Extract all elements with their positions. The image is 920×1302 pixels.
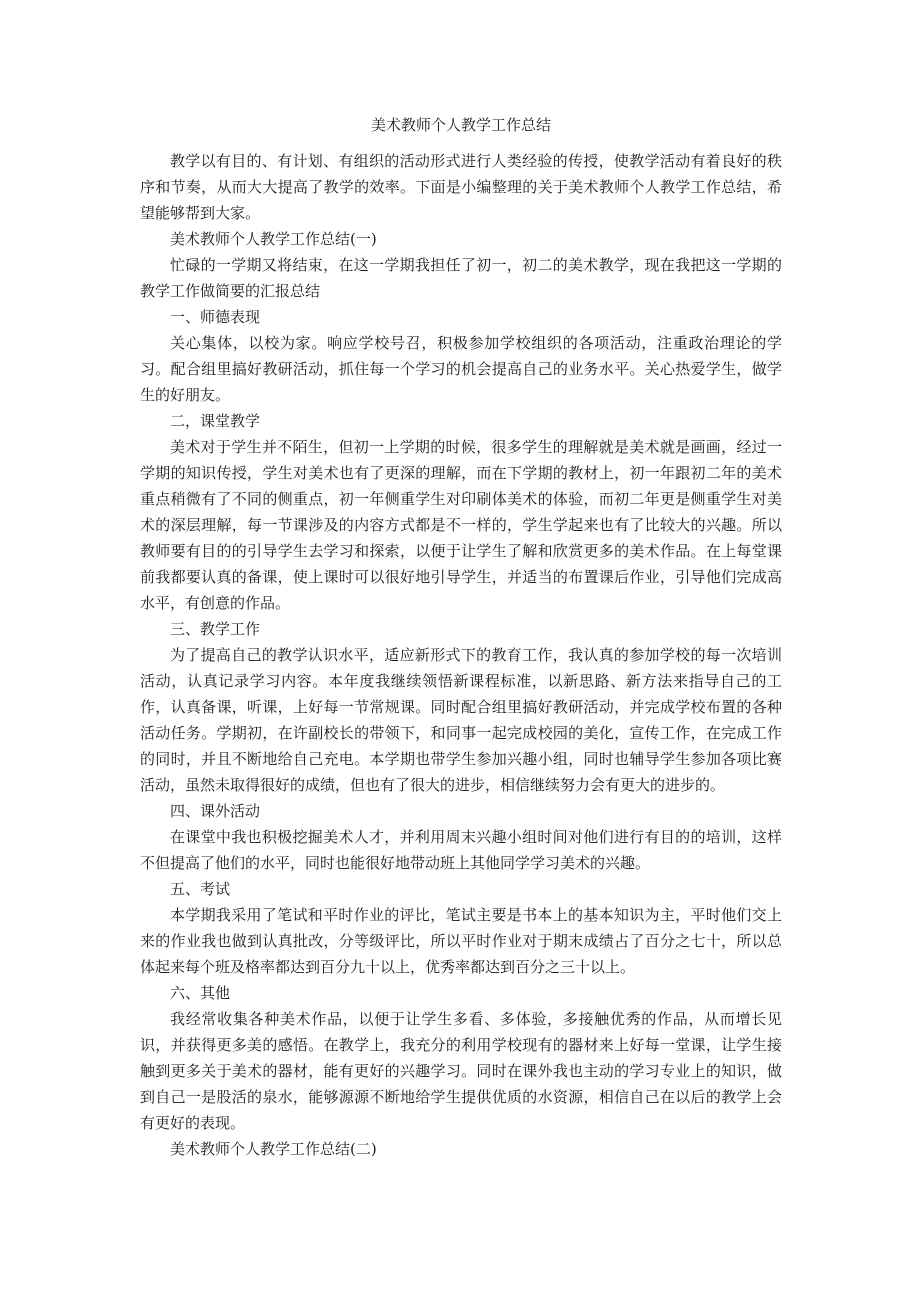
section-heading-extracurricular: 四、课外活动 [170,802,261,820]
section-body-extracurricular: 在课堂中我也积极挖掘美术人才，并利用周末兴趣小组时间对他们进行有目的的培训，这样不但提高了他们的水平，同时也能很好地带动班上其他同学学习美术的兴趣。 [140,828,782,872]
section-body-classroom: 美术对于学生并不陌生，但初一上学期的时候，很多学生的理解就是美术就是画画，经过一学期的知识传授，学生对美术也有了更深的理解，而在下学期的教材上，初一年跟初二年的美术重点稍微有了不同的侧重点，初一年侧重学生对印刷体美术的体验，而初二年更是侧重学生对美术的深层理解，每一节课涉及的内容方式都是不一样的，学生学起来也有了比较大的兴趣。所以教师要有目的的引导学生去学习和探索，以便于让学生了解和欣赏更多的美术作品。在上每堂课前我都要认真的备课，使上课时可以很好地引导学生，并适当的布置课后作业，引导他们完成高水平，有创意的作品。 [140,438,782,612]
section-body-other: 我经常收集各种美术作品，以便于让学生多看、多体验，多接触优秀的作品，从而增长见识，并获得更多美的感悟。在教学上，我充分的利用学校现有的器材来上好每一堂课，让学生接触到更多关于美术的器材，能有更好的兴趣学习。同时在课外我也主动的学习专业上的知识，做到自己一是股活的泉水，能够源源不断地给学生提供优质的水资源，相信自己在以后的教学上会有更好的表现。 [140,1010,782,1132]
section-body-exams: 本学期我采用了笔试和平时作业的评比，笔试主要是书本上的基本知识为主，平时他们交上来的作业我也做到认真批改，分等级评比，所以平时作业对于期末成绩占了百分之七十，所以总体起来每个班及格率都达到百分九十以上，优秀率都达到百分之三十以上。 [140,906,782,976]
part-one-intro: 忙碌的一学期又将结束，在这一学期我担任了初一，初二的美术教学，现在我把这一学期的教学工作做简要的汇报总结 [140,256,782,300]
section-heading-other: 六、其他 [170,984,231,1002]
section-heading-exams: 五、考试 [170,880,231,898]
document-title: 美术教师个人教学工作总结 [370,116,551,134]
section-body-teaching-work: 为了提高自己的教学认识水平，适应新形式下的教育工作，我认真的参加学校的每一次培训活动，认真记录学习内容。本年度我继续领悟新课程标准，以新思路、新方法来指导自己的工作，认真备课，听课，上好每一节常规课。同时配合组里搞好教研活动，并完成学校布置的各种活动任务。学期初，在许副校长的带领下，和同事一起完成校园的美化，宣传工作，在完成工作的同时，并且不断地给自己充电。本学期也带学生参加兴趣小组，同时也辅导学生参加各项比赛活动，虽然未取得很好的成绩，但也有了很大的进步，相信继续努力会有更大的进步的。 [140,646,782,794]
intro-paragraph: 教学以有目的、有计划、有组织的活动形式进行人类经验的传授，使教学活动有着良好的秩序和节奏，从而大大提高了教学的效率。下面是小编整理的关于美术教师个人教学工作总结，希望能够帮到大家。 [140,152,782,222]
section-heading-ethics: 一、师德表现 [170,308,261,326]
section-heading-classroom: 二，课堂教学 [170,412,261,430]
part-two-title: 美术教师个人教学工作总结(二) [170,1140,377,1158]
section-body-ethics: 关心集体，以校为家。响应学校号召，积极参加学校组织的各项活动，注重政治理论的学习。配合组里搞好教研活动，抓住每一个学习的机会提高自己的业务水平。关心热爱学生，做学生的好朋友。 [140,334,782,404]
part-one-title: 美术教师个人教学工作总结(一) [170,230,377,248]
section-heading-teaching-work: 三、教学工作 [170,620,261,638]
document-page [140,112,782,1162]
